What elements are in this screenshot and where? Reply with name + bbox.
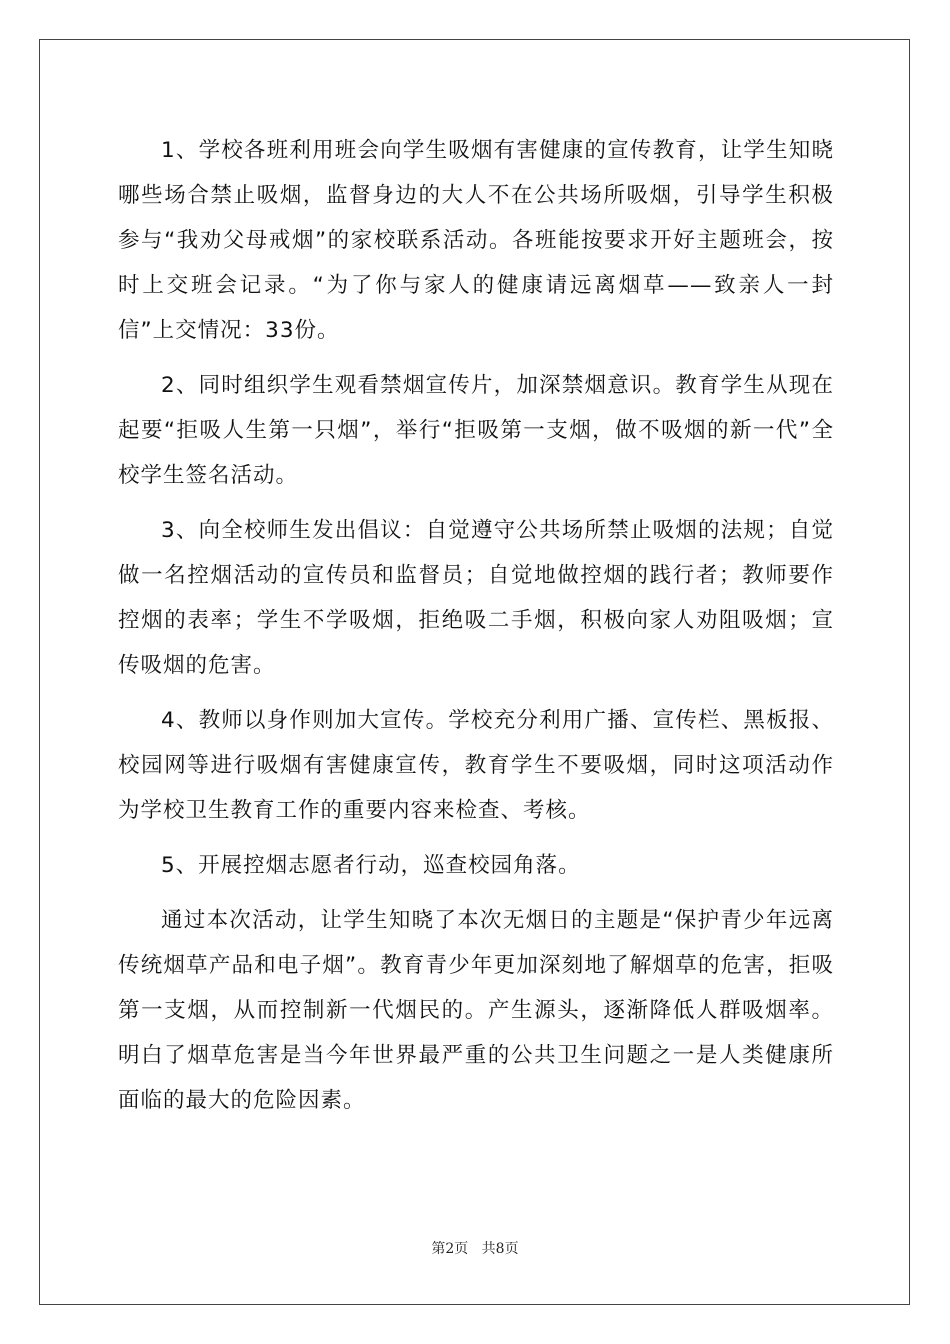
paragraph-4: 4、教师以身作则加大宣传。学校充分利用广播、宣传栏、黑板报、校园网等进行吸烟有害健康宣传，教育学生不要吸烟，同时这项活动作为学校卫生教育工作的重要内容来检查、考核。	[118, 708, 834, 823]
paragraph-1: 1、学校各班利用班会向学生吸烟有害健康的宣传教育，让学生知晓哪些场合禁止吸烟，监督身边的大人不在公共场所吸烟，引导学生积极参与“我劝父母戒烟”的家校联系活动。各班能按要求开好主题班会，按时上交班会记录。“为了你与家人的健康请远离烟草——致亲人一封信”上交情况：33份。	[118, 138, 834, 343]
paragraph-3: 3、向全校师生发出倡议：自觉遵守公共场所禁止吸烟的法规；自觉做一名控烟活动的宣传员和监督员；自觉地做控烟的践行者；教师要作控烟的表率；学生不学吸烟，拒绝吸二手烟，积极向家人劝阻吸烟；宣传吸烟的危害。	[118, 518, 834, 678]
document-body	[118, 128, 834, 1133]
paragraph-2: 2、同时组织学生观看禁烟宣传片，加深禁烟意识。教育学生从现在起要“拒吸人生第一只烟”，举行“拒吸第一支烟，做不吸烟的新一代”全校学生签名活动。	[118, 373, 834, 488]
paragraph-summary: 通过本次活动，让学生知晓了本次无烟日的主题是“保护青少年远离传统烟草产品和电子烟”。教育青少年更加深刻地了解烟草的危害，拒吸第一支烟，从而控制新一代烟民的。产生源头，逐渐降低人群吸烟率。明白了烟草危害是当今年世界最严重的公共卫生问题之一是人类健康所面临的最大的危险因素。	[118, 908, 834, 1113]
page-footer	[0, 1238, 950, 1258]
page-number: 第2页	[431, 1241, 469, 1257]
paragraph-5: 5、开展控烟志愿者行动，巡查校园角落。	[161, 853, 581, 878]
page-total: 共8页	[481, 1241, 519, 1257]
